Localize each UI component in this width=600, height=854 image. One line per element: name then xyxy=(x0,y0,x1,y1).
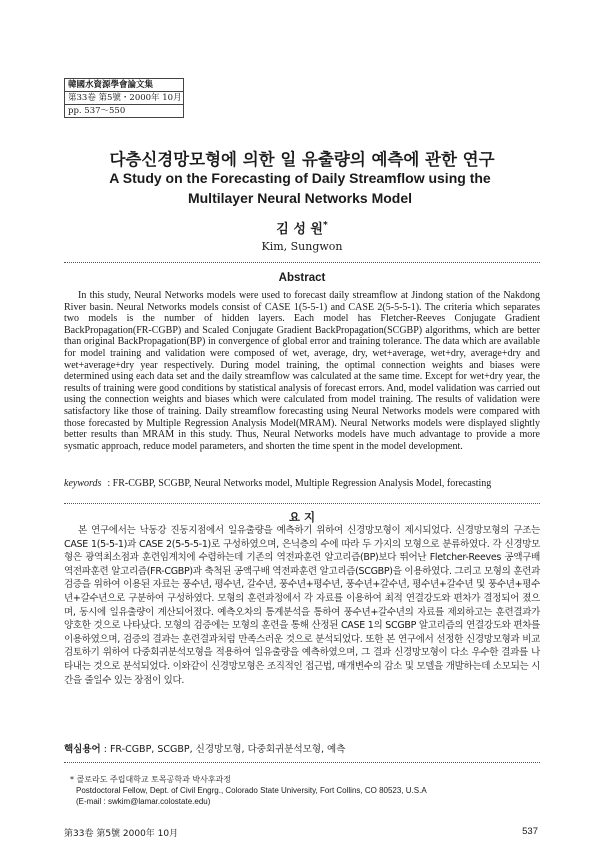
divider-bottom xyxy=(64,762,540,763)
author-name-english: Kim, Sungwon xyxy=(261,240,343,253)
keywords-text: : FR-CGBP, SCGBP, Neural Networks model, Multiple Regression Analysis Model, forecasting xyxy=(107,478,492,489)
author-name-korean xyxy=(64,218,540,237)
footer-volume-info: 第33卷 第5號 2000年 10月 xyxy=(64,829,179,839)
footnote-affiliation-korean: 콜로라도 주립대학교 토목공학과 박사후과정 xyxy=(76,775,232,784)
keywords-line xyxy=(64,478,540,490)
footnote-mark: * xyxy=(70,775,74,784)
abstract-text: In this study, Neural Networks models were used to forecast daily streamflow at Jindong station of the Nakdong River basin. Neural Networks models consist of CASE 1(5-5-1) and CASE 2(5-5-5-1). The criteria which separates two models is the number of hidden layers. Each model has Fletcher-Reeves Conjugate Gradient BackPropagation(FR-CGBP) and Scaled Conjugate Gradient BackPropagation(SCGBP) algorithms, which are better than original BackPropagation(BP) in convergence of global error and training tolerance. The data which are available for model training and validation were composed of wet, average, dry, wet+average, wet+dry, average+dry and wet+average+dry year respectively. During model training, the optimal connection weights and biases were determined using each data set and the daily streamflow was calculated at the same time. Except for wet+dry year, the results of training were good conditions by statistical analysis of forecast errors. And, model validation was carried out using the connection weights and biases which were calculated from model training. The results of validation were satisfactory like those of training. Daily streamflow forecasting using Neural Networks models were compared with those forecasted by Multiple Regression Analysis Model(MRAM). Neural Networks models were displayed slightly better results than MRAM in this study. Thus, Neural Networks models have much advantage to provide a more sysmatic approach, reduce model parameters, and shorten the time spent in the model development. xyxy=(64,290,540,452)
divider-middle xyxy=(64,503,540,504)
paper-title-korean: 다층신경망모형에 의한 일 유출량의 예측에 관한 연구 xyxy=(109,150,495,169)
keywords-label: keywords xyxy=(64,478,102,489)
abstract-heading: Abstract xyxy=(278,272,326,284)
footnote-email: (E-mail : swkim@lamar.colostate.edu) xyxy=(76,797,211,806)
journal-name: 韓國水資源學會論文集 xyxy=(68,80,154,90)
journal-volume-issue: 第33卷 第5號・2000年 10月 xyxy=(65,91,183,104)
korean-keywords-line xyxy=(64,741,540,755)
author-footnote-mark: * xyxy=(323,220,328,231)
journal-pages: pp. 537～550 xyxy=(65,104,183,117)
author-footnote xyxy=(70,774,540,807)
footnote-affiliation-english: Postdoctoral Fellow, Dept. of Civil Engrg., Colorado State University, Fort Collins, CO 80523, U.S.A xyxy=(76,786,427,795)
journal-info-box xyxy=(64,78,184,118)
korean-keywords-text: : FR-CGBP, SCGBP, 신경망모형, 다중회귀분석모형, 예측 xyxy=(100,744,346,755)
korean-summary-heading: 요 지 xyxy=(288,510,316,524)
page-number: 537 xyxy=(522,826,538,837)
korean-keywords-label: 핵심용어 xyxy=(64,744,101,755)
divider-top xyxy=(64,262,540,263)
korean-summary-text: 본 연구에서는 낙동강 진동지점에서 일유출량을 예측하기 위하여 신경망모형이 제시되었다. 신경망모형의 구조는 CASE 1(5-5-1)과 CASE 2(5-5-5-1)로 구성하였으며, 은닉층의 수에 따라 두 가지의 모형으로 분류하였다. 각 신경망모형은 광역최소점과 훈련임계치에 수렴하는데 기존의 역전파훈련 알고리즘(BP)보다 뛰어난 Fletcher-Reeves 공액구배 역전파훈련 알고리즘(FR-CGBP)과 축척된 공액구배 역전파훈련 알고리즘(SCGBP)을 이용하였다. 그리고 모형의 훈련과 검증을 위하여 이용된 자료는 풍수년, 평수년, 갈수년, 풍수년+평수년, 풍수년+갈수년, 평수년+갈수년 및 풍수년+평수년+갈수년으로 구분하여 구성하였다. 모형의 훈련과정에서 각 자료를 이용하여 최적 연결강도와 편차가 결정되어 졌으며, 동시에 일유출량이 계산되어졌다. 예측오차의 통계분석을 통하여 풍수년+갈수년의 자료를 제외하고는 훈련결과가 양호한 것으로 나타났다. 모형의 검증에는 모형의 훈련을 통해 산정된 CASE 1의 SCGBP 알고리즘의 연결강도와 편차를 이용하였으며, 검증의 결과는 훈련결과처럼 만족스러운 것으로 분석되었다. 또한 본 연구에서 선정한 신경망모형과 비교검토하기 위하여 다중회귀분석모형을 적용하여 일유출량을 예측하였으며, 그 결과 신경망모형이 다소 우수한 결과를 나타내는 것으로 분석되었다. 이와같이 신경망모형은 조직적인 접근법, 매개변수의 감소 및 모델을 개발하는데 소모되는 시간을 줄일수 있는 장점이 있다. xyxy=(64,525,540,686)
footnote-line-korean xyxy=(70,774,540,785)
author-name-korean-text: 김 성 원 xyxy=(276,222,323,237)
paper-title-english: A Study on the Forecasting of Daily Streamflow using the Multilayer Neural Networks Model xyxy=(109,170,491,206)
